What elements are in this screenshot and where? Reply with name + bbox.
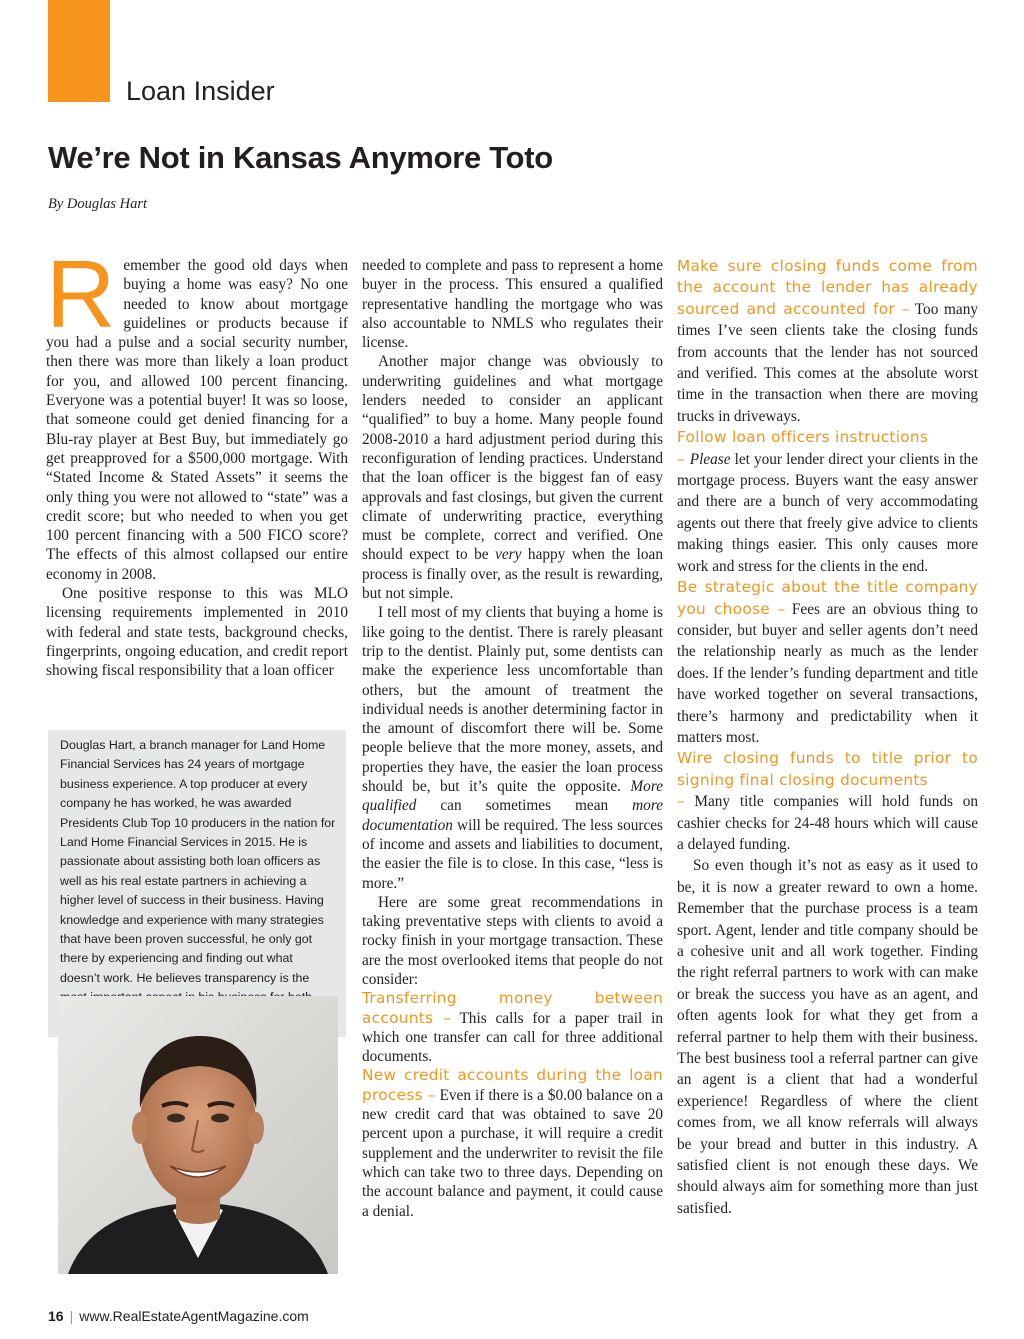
paragraph: I tell most of my clients that buying a home is like going to the dentist. There is rarely pleasant trip to the dentist. Plainly put, some dentists can make the experience less uncomfortable than others, but the amount of treatment the individual needs is another determining factor in the amount of discomfort there will be. Some people believe that the more money, assets, and properties they have, the easier the loan process should be, but it’s quite the opposite. More qualified can sometimes mean more documentation will be required. The less sources of income and assets and liabilities to document, the easier the file is to close. In this case, “less is more.” [362, 604, 663, 892]
article-column-3 [677, 256, 978, 1219]
tip-closing-funds: Make sure closing funds come from the account the lender has already sourced and accounted for – Too many times I’ve seen clients take the closing funds from accounts that the lender has not sourced and verified. This comes at the absolute worst time in the transaction when there are moving trucks in driveways. [677, 257, 978, 425]
article-column-2 [362, 256, 663, 1221]
tip-transferring-money: Transferring money between accounts – This calls for a paper trail in which one transfer can call for three additional documents. [362, 989, 663, 1066]
tip-heading: Follow loan officers instructions [677, 428, 929, 447]
footer-website-link[interactable]: www.RealEstateAgentMagazine.com [79, 1308, 309, 1324]
author-bio-text: Douglas Hart, a branch manager for Land Home Financial Services has 24 years of mortgage business experience. A top producer at every company he has worked, he was awarded Presidents Club Top 10 producers in the nation for Land Home Financial Services in 2015. He is passionate about assisting both loan officers as well as his real estate partners in achieving a higher level of success in their business. Having knowledge and experience with many strategies that have been proven successful, he only got there by experiencing and finding out what doesn’t work. He believes transparency is the [60, 738, 336, 985]
paragraph: One positive response to this was MLO licensing requirements implemented in 2010 with federal and state tests, background checks, fingerprints, ongoing education, and credit report showing fiscal responsibility that a loan officer [46, 585, 348, 680]
tip-wire-funds: Wire closing funds to title prior to signing final closing documents – Many title companies will hold funds on cashier checks for 24-48 hours which will cause a delayed funding. [677, 749, 978, 853]
tip-heading: Make sure closing funds come from the account the lender has already sourced and accounted for [677, 257, 978, 318]
intro-paragraph: Remember the good old days when buying a home was easy? No one needed to know about mortgage guidelines or products because if you had a pulse and a social security number, then there was more than likely a loan product for you, and allowed 100 percent financing. Everyone was a potential buyer! It was so loose, that someone could get denied financing for a Blu-ray player at Best Buy, but immediately go get preapproved for a $500,000 mortgage. With “Stated Income & Stated Assets” it seems the only thing you were not allowed to “state” was a credit score; but who needed to when you get 100 percent financing with a 500 FICO score? The effects of this almost collapsed our entire economy in 2008. [46, 241, 348, 583]
section-accent-bar [48, 0, 110, 102]
article-byline: By Douglas Hart [48, 196, 148, 212]
tip-heading: Wire closing funds to title prior to signing final closing documents [677, 749, 978, 789]
drop-cap: R [46, 241, 116, 348]
author-portrait-photo [58, 996, 338, 1274]
tip-heading: Transferring money between accounts [362, 989, 663, 1027]
tip-heading: Be strategic about the title company you choose [677, 578, 978, 618]
article-column-1 [46, 241, 348, 681]
section-label: Loan Insider [126, 76, 275, 106]
footer-separator: | [69, 1308, 74, 1324]
page-footer [48, 1308, 309, 1324]
tip-title-company: Be strategic about the title company you choose – Fees are an obvious thing to consider, but buyer and seller agents don’t need the relationship nearly as much as the lender does. If the lender’s funding department and title have worked together on several transactions, there’s harmony and predictability when it matters most. [677, 578, 978, 746]
tip-heading: New credit accounts during the loan process [362, 1066, 663, 1104]
article-headline: We’re Not in Kansas Anymore Toto [48, 140, 553, 175]
author-bio-box [48, 730, 346, 1037]
paragraph: needed to complete and pass to represent a home buyer in the process. This ensured a qualified representative handling the mortgage who was also accountable to NMLS who regulates their license. [362, 257, 663, 352]
paragraph: Here are some great recommendations in taking preventative steps with clients to avoid a rocky finish in your mortgage transaction. These are the most overlooked items that people do not consider: [362, 893, 663, 988]
tip-follow-instructions: Follow loan officers instructions – Please let your lender direct your clients in the mortgage process. Buyers want the easy answer and there are a bunch of very accommodating agents out there that freely give advice to clients making things easier. This only causes more work and stress for the clients in the end. [677, 428, 978, 575]
paragraph: Another major change was obviously to underwriting guidelines and what mortgage lenders needed to consider an applicant “qualified” to buy a home. Many people found 2008-2010 a hard adjustment period during this reconfiguration of lending practices. Understand that the loan officer is the biggest fan of easy approvals and fast closings, but given the current climate of underwriting practice, everything must be complete, correct and verified. One should expect to be very happy when the loan process is finally over, as the result is rewarding, but not simple. [362, 353, 663, 603]
page-number: 16 [48, 1308, 64, 1324]
closing-paragraph: So even though it’s not as easy as it used to be, it is now a greater reward to own a home. Remember that the purchase process is a team sport. Agent, lender and title company should be a cohesive unit and all work together. Finding the right referral partners to work with can make or break the success you have as an agent, and often agents look for what they get from a referral partner to help them with their business. The best business tool a referral partner can give an agent is a client that had a wonderful experience! Regardless of where the client comes from, we all know referrals will always be your bread and butter in this industry. A satisfied client is not enough these days. We should always aim for something more than just satisfied. [677, 857, 978, 1217]
tip-new-credit: New credit accounts during the loan process – Even if there is a $0.00 balance on a new credit card that was obtained to save 20 percent upon a purchase, it will require a credit supplement and the underwriter to revisit the file which can take two to three days. Depending on the account balance and payment, it could cause a denial. [362, 1066, 664, 1220]
